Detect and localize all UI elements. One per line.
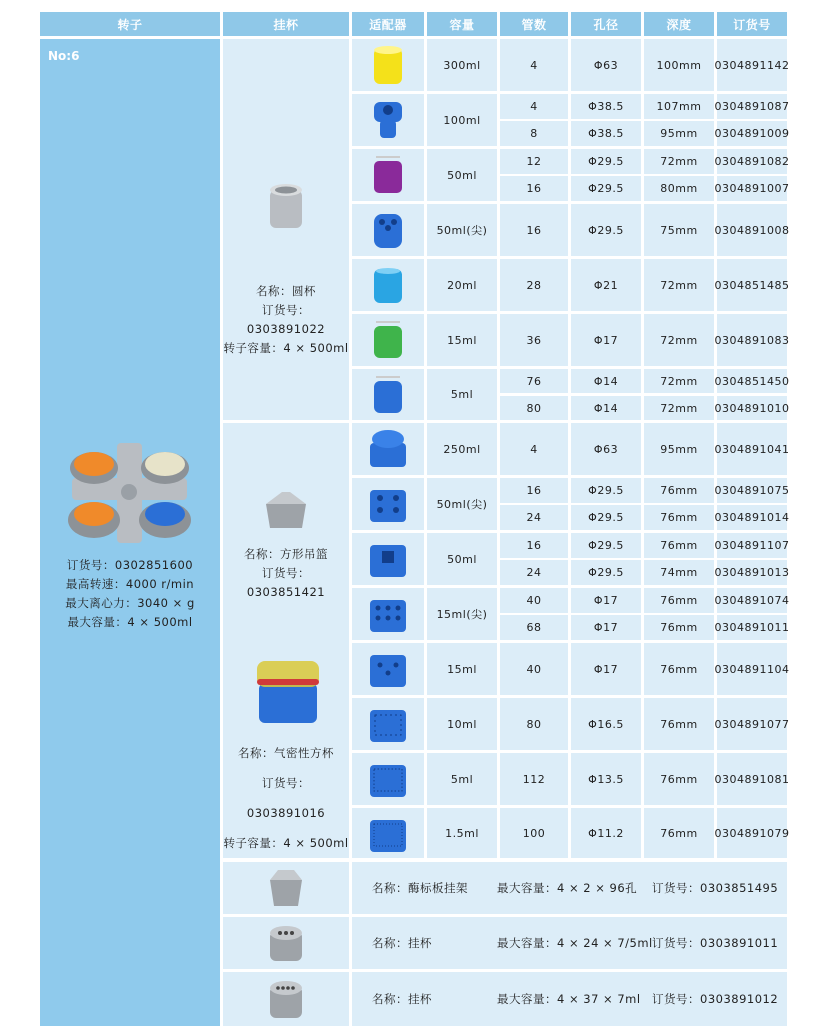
tubes-cell: 76 xyxy=(500,369,568,393)
bore-cell: Φ17 xyxy=(571,314,641,366)
bore-cell: Φ29.5 xyxy=(571,176,641,201)
order-cell: 0304851485 xyxy=(717,259,787,311)
bucket-sealed-info xyxy=(223,738,349,858)
capacity-cell: 5ml xyxy=(427,753,497,805)
order-cell: 0304891074 xyxy=(717,588,787,613)
bore-cell: Φ29.5 xyxy=(571,478,641,503)
order-cell: 0304891075 xyxy=(717,478,787,503)
capacity-cell: 300ml xyxy=(427,39,497,91)
depth-cell: 72mm xyxy=(644,369,714,393)
depth-cell: 76mm xyxy=(644,588,714,613)
bucket-sealed-name: 名称：气密性方杯 xyxy=(238,746,334,760)
depth-cell: 95mm xyxy=(644,423,714,475)
adapter-250ml-icon xyxy=(366,427,410,471)
capacity-cell: 15ml(尖) xyxy=(427,588,497,640)
rotor-order: 订货号：0302851600 xyxy=(66,558,194,572)
order-cell: 0304891014 xyxy=(717,505,787,530)
order-cell: 0304891104 xyxy=(717,643,787,695)
footer-order: 订货号：0303891012 xyxy=(652,992,779,1006)
tubes-cell: 100 xyxy=(500,808,568,858)
capacity-cell: 20ml xyxy=(427,259,497,311)
bore-cell: Φ29.5 xyxy=(571,533,641,558)
tubes-cell: 16 xyxy=(500,204,568,256)
bore-cell: Φ11.2 xyxy=(571,808,641,858)
bore-cell: Φ16.5 xyxy=(571,698,641,750)
adapter-50ml-purple-icon xyxy=(370,153,406,197)
header-bucket: 挂杯 xyxy=(223,12,349,36)
order-cell: 0304891013 xyxy=(717,560,787,585)
bore-cell: Φ63 xyxy=(571,39,641,91)
order-cell: 0304891083 xyxy=(717,314,787,366)
header-tubes: 管数 xyxy=(500,12,568,36)
adapter-15ml-green-icon xyxy=(370,318,406,362)
square-basket-image xyxy=(262,490,310,530)
header-depth: 深度 xyxy=(644,12,714,36)
footer-row xyxy=(352,972,787,1026)
capacity-cell: 10ml xyxy=(427,698,497,750)
order-cell: 0304891107 xyxy=(717,533,787,558)
sealed-cup-image xyxy=(253,655,323,727)
bore-cell: Φ13.5 xyxy=(571,753,641,805)
bucket-7ml-image xyxy=(264,976,308,1022)
depth-cell: 76mm xyxy=(644,643,714,695)
adapter-square-50ml-tip-icon xyxy=(366,482,410,526)
order-cell: 0304851450 xyxy=(717,369,787,393)
capacity-cell: 5ml xyxy=(427,369,497,420)
tubes-cell: 36 xyxy=(500,314,568,366)
bore-cell: Φ29.5 xyxy=(571,149,641,174)
tubes-cell: 4 xyxy=(500,39,568,91)
bucket-square-info xyxy=(223,545,349,602)
rotor-image xyxy=(62,438,197,548)
tubes-cell: 28 xyxy=(500,259,568,311)
header-rotor: 转子 xyxy=(40,12,220,36)
tubes-cell: 80 xyxy=(500,396,568,420)
depth-cell: 72mm xyxy=(644,149,714,174)
tubes-cell: 16 xyxy=(500,176,568,201)
tubes-cell: 68 xyxy=(500,615,568,640)
bucket-sealed-capacity: 转子容量：4 × 500ml xyxy=(223,836,349,850)
order-cell: 0304891082 xyxy=(717,149,787,174)
depth-cell: 76mm xyxy=(644,533,714,558)
footer-order: 订货号：0303891011 xyxy=(652,936,779,950)
footer-row xyxy=(352,862,787,914)
order-cell: 0304891142 xyxy=(717,39,787,91)
rotor-max-capacity: 最大容量：4 × 500ml xyxy=(67,615,193,629)
bore-cell: Φ38.5 xyxy=(571,94,641,119)
depth-cell: 75mm xyxy=(644,204,714,256)
rotor-max-speed: 最高转速：4000 r/min xyxy=(65,577,195,591)
bore-cell: Φ14 xyxy=(571,369,641,393)
bucket-square-order: 订货号：0303851421 xyxy=(246,566,326,599)
order-cell: 0304891077 xyxy=(717,698,787,750)
bucket-7-5ml-image xyxy=(264,921,308,965)
bore-cell: Φ38.5 xyxy=(571,121,641,146)
adapter-square-15ml-icon xyxy=(366,647,410,691)
rotor-badge: No:6 xyxy=(48,49,80,63)
depth-cell: 95mm xyxy=(644,121,714,146)
depth-cell: 72mm xyxy=(644,314,714,366)
tubes-cell: 24 xyxy=(500,505,568,530)
capacity-cell: 100ml xyxy=(427,94,497,146)
header-adapter: 适配器 xyxy=(352,12,424,36)
bore-cell: Φ17 xyxy=(571,588,641,613)
order-cell: 0304891081 xyxy=(717,753,787,805)
adapter-50ml-tip-icon xyxy=(370,208,406,252)
depth-cell: 100mm xyxy=(644,39,714,91)
depth-cell: 80mm xyxy=(644,176,714,201)
bore-cell: Φ29.5 xyxy=(571,560,641,585)
header-capacity: 容量 xyxy=(427,12,497,36)
bucket-round-capacity: 转子容量：4 × 500ml xyxy=(223,341,349,355)
bucket-sealed-order: 订货号：0303891016 xyxy=(246,776,326,820)
capacity-cell: 15ml xyxy=(427,643,497,695)
depth-cell: 76mm xyxy=(644,478,714,503)
order-cell: 0304891041 xyxy=(717,423,787,475)
tubes-cell: 16 xyxy=(500,478,568,503)
depth-cell: 76mm xyxy=(644,753,714,805)
tubes-cell: 112 xyxy=(500,753,568,805)
adapter-square-50ml-icon xyxy=(366,537,410,581)
bore-cell: Φ29.5 xyxy=(571,505,641,530)
rotor-info xyxy=(40,556,220,632)
bucket-round-order: 订货号：0303891022 xyxy=(246,303,326,336)
tubes-cell: 16 xyxy=(500,533,568,558)
order-cell: 0304891007 xyxy=(717,176,787,201)
round-cup-image xyxy=(266,180,306,232)
plate-carrier-image xyxy=(264,866,308,910)
adapter-5ml-icon xyxy=(370,373,406,417)
adapter-100ml-icon xyxy=(370,98,406,142)
depth-cell: 107mm xyxy=(644,94,714,119)
bucket-round-name: 名称：圆杯 xyxy=(256,284,316,298)
bore-cell: Φ21 xyxy=(571,259,641,311)
tubes-cell: 4 xyxy=(500,423,568,475)
capacity-cell: 250ml xyxy=(427,423,497,475)
order-cell: 0304891010 xyxy=(717,396,787,420)
bore-cell: Φ14 xyxy=(571,396,641,420)
footer-row xyxy=(352,917,787,969)
depth-cell: 72mm xyxy=(644,259,714,311)
footer-capacity: 最大容量：4 × 24 × 7/5ml xyxy=(497,936,653,950)
footer-capacity: 最大容量：4 × 2 × 96孔 xyxy=(497,881,638,895)
depth-cell: 76mm xyxy=(644,698,714,750)
tubes-cell: 4 xyxy=(500,94,568,119)
capacity-cell: 1.5ml xyxy=(427,808,497,858)
order-cell: 0304891087 xyxy=(717,94,787,119)
bucket-square-name: 名称：方形吊篮 xyxy=(244,547,328,561)
depth-cell: 76mm xyxy=(644,505,714,530)
tubes-cell: 40 xyxy=(500,588,568,613)
depth-cell: 76mm xyxy=(644,808,714,858)
tubes-cell: 24 xyxy=(500,560,568,585)
tubes-cell: 80 xyxy=(500,698,568,750)
order-cell: 0304891009 xyxy=(717,121,787,146)
adapter-300ml-icon xyxy=(370,44,406,88)
tubes-cell: 8 xyxy=(500,121,568,146)
footer-name: 名称：酶标板挂架 xyxy=(372,881,468,895)
bore-cell: Φ17 xyxy=(571,643,641,695)
bucket-round-info xyxy=(223,282,349,358)
capacity-cell: 50ml xyxy=(427,533,497,585)
footer-capacity: 最大容量：4 × 37 × 7ml xyxy=(497,992,641,1006)
bore-cell: Φ17 xyxy=(571,615,641,640)
order-cell: 0304891008 xyxy=(717,204,787,256)
capacity-cell: 50ml(尖) xyxy=(427,204,497,256)
depth-cell: 72mm xyxy=(644,396,714,420)
adapter-square-1-5ml-icon xyxy=(366,812,410,856)
capacity-cell: 15ml xyxy=(427,314,497,366)
adapter-20ml-icon xyxy=(370,263,406,307)
footer-name: 名称：挂杯 xyxy=(372,992,432,1006)
bore-cell: Φ63 xyxy=(571,423,641,475)
adapter-square-15ml-tip-icon xyxy=(366,592,410,636)
tubes-cell: 12 xyxy=(500,149,568,174)
footer-order: 订货号：0303851495 xyxy=(652,881,779,895)
capacity-cell: 50ml(尖) xyxy=(427,478,497,530)
adapter-square-10ml-icon xyxy=(366,702,410,746)
order-cell: 0304891079 xyxy=(717,808,787,858)
footer-name: 名称：挂杯 xyxy=(372,936,432,950)
rotor-max-force: 最大离心力：3040 × g xyxy=(65,596,195,610)
capacity-cell: 50ml xyxy=(427,149,497,201)
order-cell: 0304891011 xyxy=(717,615,787,640)
header-bore: 孔径 xyxy=(571,12,641,36)
depth-cell: 76mm xyxy=(644,615,714,640)
bore-cell: Φ29.5 xyxy=(571,204,641,256)
header-order: 订货号 xyxy=(717,12,787,36)
tubes-cell: 40 xyxy=(500,643,568,695)
depth-cell: 74mm xyxy=(644,560,714,585)
adapter-square-5ml-icon xyxy=(366,757,410,801)
